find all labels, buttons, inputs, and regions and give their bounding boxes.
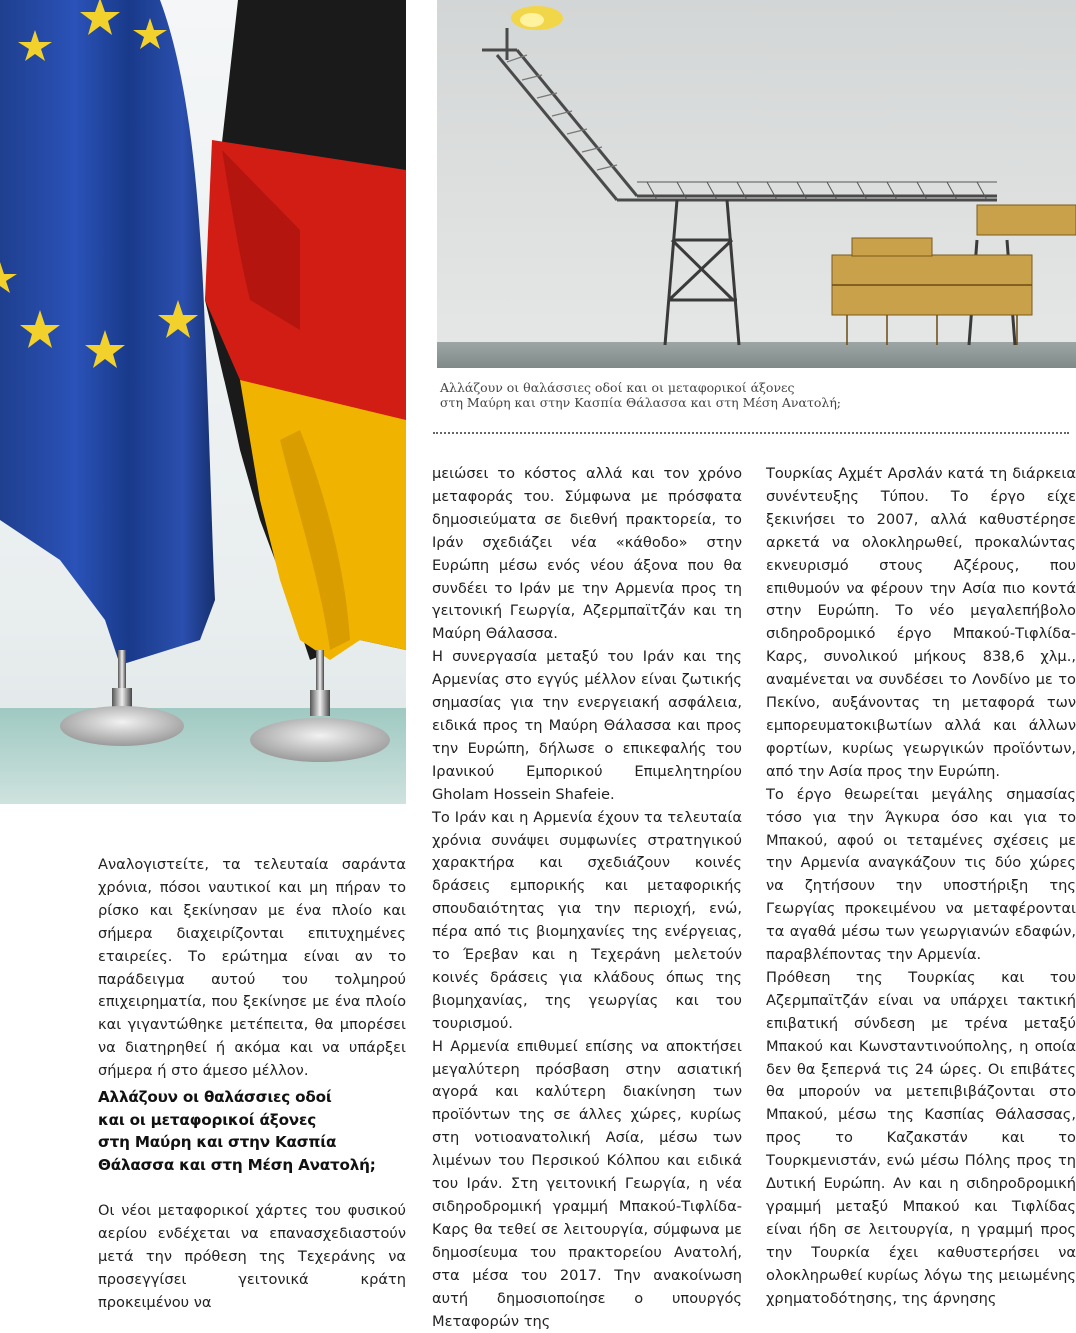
paragraph: Η συνεργασία μεταξύ του Ιράν και της Αρμενίας στο εγγύς μέλλον είναι ζωτικής σημασίας για την ενεργειακή ασφάλεια, ειδικά προς τη Μαύρη Θάλασσα και προς την Ευρώπη, δήλωσε ο επικεφαλής του Ιρανικού Εμπορικού Επιμελητηρίου Gholam Hossein Shafeie. — [432, 648, 742, 803]
column-2 — [432, 463, 742, 1333]
offshore-platform-illustration — [437, 0, 1076, 368]
paragraph: Το Ιράν και η Αρμενία έχουν τα τελευταία χρόνια συνάψει συμφωνίες στρατηγικού χαρακτήρα και σχεδιάζουν κοινές δράσεις εμπορικής και μεταφορικής σπουδαιότητας για την περιοχή, ενώ, πέρα από τις βιομηχανίες της ενέργειας, το Έρεβαν και η Τεχεράνη μελετούν κοινές δράσεις για κλάδους όπως της βιομηχανίας, της γεωργίας και του τουρισμού. — [432, 808, 742, 1032]
paragraph: Η Αρμενία επιθυμεί επίσης να αποκτήσει μεγαλύτερη πρόσβαση στην ασιατική αγορά και καλύτερη διακίνηση των προϊόντων της σε άλλες χώρες, κυρίως στη νοτιοανατολική Ασία, μέσω των λιμένων του Περσικού Κόλπου και ειδικά του Ιράν. Στη γειτονική Γεωργία, η νέα σιδηροδρομική γραμμή Μπακού-Τιφλίδα-Καρς θα τεθεί σε λειτουργία, σύμφωνα με δημοσίευμα του πρακτορείου Ανατολή, στα μέσα του 2017. Την ανακοίνωση αυτή δημοσιοποίησε ο υπουργός Μεταφορών της — [432, 1037, 742, 1330]
paragraph: Πρόθεση της Τουρκίας και του Αζερμπαϊτζάν είναι να υπάρχει τακτική επιβατική σύνδεση με τρένα μεταξύ Μπακού και Κωνσταντινούπολης, η οποία δεν θα ξεπερνά τις 24 ώρες. Οι επιβάτες θα μπορούν να μετεπιβιβάζονται στο Μπακού, μέσω της Κασπίας Θάλασσας, προς το Καζακστάν και το Τουρκμενιστάν, ενώ μέσω Πόλης προς τη Δυτική Ευρώπη. Αν και η σιδηροδρομική γραμμή μεταξύ Μπακού και Τιφλίδας είναι ήδη σε λειτουργία, η γραμμή προς την Τουρκία έχει καθυστερήσει να ολοκληρωθεί κυρίως λόγω της μειωμένης χρηματοδότησης, της άρνησης — [766, 968, 1076, 1307]
column-1 — [98, 854, 406, 1083]
paragraph: Αναλογιστείτε, τα τελευταία σαράντα χρόνια, πόσοι ναυτικοί και μη πήραν το ρίσκο και ξεκίνησαν με ένα πλοίο και σήμερα διαχειρίζονται επιτυχημένες εταιρείες. Το ερώτημα είναι αν το παράδειγμα αυτού του τολμηρού επιχειρηματία, που ξεκίνησε με ένα πλοίο και γιγαντώθηκε μετέπειτα, θα μπορέσει να διατηρηθεί ή ακόμα και να υπάρξει σήμερα ή στο άμεσο μέλλον. — [98, 856, 406, 1080]
heading-line: Θάλασσα και στη Μέση Ανατολή; — [98, 1155, 376, 1174]
paragraph: Οι νέοι μεταφορικοί χάρτες του φυσικού αερίου ενδέχεται να επανασχεδιαστούν μετά την πρόθεση της Τεχεράνης να προσεγγίσει γειτονικά κράτη προκειμένου να — [98, 1202, 406, 1311]
heading-line: στη Μαύρη και στην Κασπία — [98, 1133, 337, 1152]
section-heading — [98, 1086, 406, 1176]
flags-photo — [0, 0, 406, 804]
caption-line: στη Μαύρη και στην Κασπία Θάλασσα και στη Μέση Ανατολή; — [440, 395, 842, 410]
offshore-platform-photo — [437, 0, 1076, 368]
heading-line: Αλλάζουν οι θαλάσσιες οδοί — [98, 1088, 332, 1106]
column-3 — [766, 463, 1076, 1311]
paragraph: Τουρκίας Αχμέτ Αρσλάν κατά τη διάρκεια συνέντευξης Τύπου. Το έργο είχε ξεκινήσει το 2007, αλλά καθυστέρησε αρκετά να ολοκληρωθεί, προκαλώντας εκνευρισμό στους Αζέρους, που επιθυμούν να φέρουν την Ασία πιο κοντά στην Ευρώπη. Το νέο μεγαλεπήβολο σιδηροδρομικό έργο Μπακού-Τιφλίδα-Καρς, συνολικού μήκους 838,6 χλμ., αναμένεται να συνδέσει το Λονδίνο με το Πεκίνο, αυξάνοντας τη μεταφορά των εμπορευματοκιβωτίων αλλά και άλλων φορτίων, κυρίως γεωργικών προϊόντων, από την Ασία προς την Ευρώπη. — [766, 465, 1076, 780]
paragraph: Το έργο θεωρείται μεγάλης σημασίας τόσο για την Άγκυρα όσο και για το Μπακού, αφού οι τεταμένες σχέσεις με την Αρμενία αναγκάζουν τις δύο χώρες να ζητήσουν την υποστήριξη της Γεωργίας προκειμένου να μεταφέρονται τα αγαθά μέσω των γεωργιανών εδαφών, παραβλέποντας την Αρμενία. — [766, 785, 1076, 964]
flags-illustration — [0, 0, 406, 804]
photo-caption — [440, 380, 860, 410]
paragraph: μειώσει το κόστος αλλά και τον χρόνο μεταφοράς του. Σύμφωνα με πρόσφατα δημοσιεύματα σε διεθνή πρακτορεία, το Ιράν σχεδιάζει νέα «κάθοδο» στην Ευρώπη μέσω ενός νέου άξονα που θα συνδέει το Ιράν με την Αρμενία προς τη γειτονική Γεωργία, Αζερμπαϊτζάν και τη Μαύρη Θάλασσα. — [432, 465, 742, 643]
heading-line: και οι μεταφορικοί άξονες — [98, 1110, 316, 1129]
caption-line: Αλλάζουν οι θαλάσσιες οδοί και οι μεταφορικοί άξονες — [440, 380, 795, 395]
dotted-divider — [433, 432, 1069, 434]
column-1-continued — [98, 1200, 406, 1315]
